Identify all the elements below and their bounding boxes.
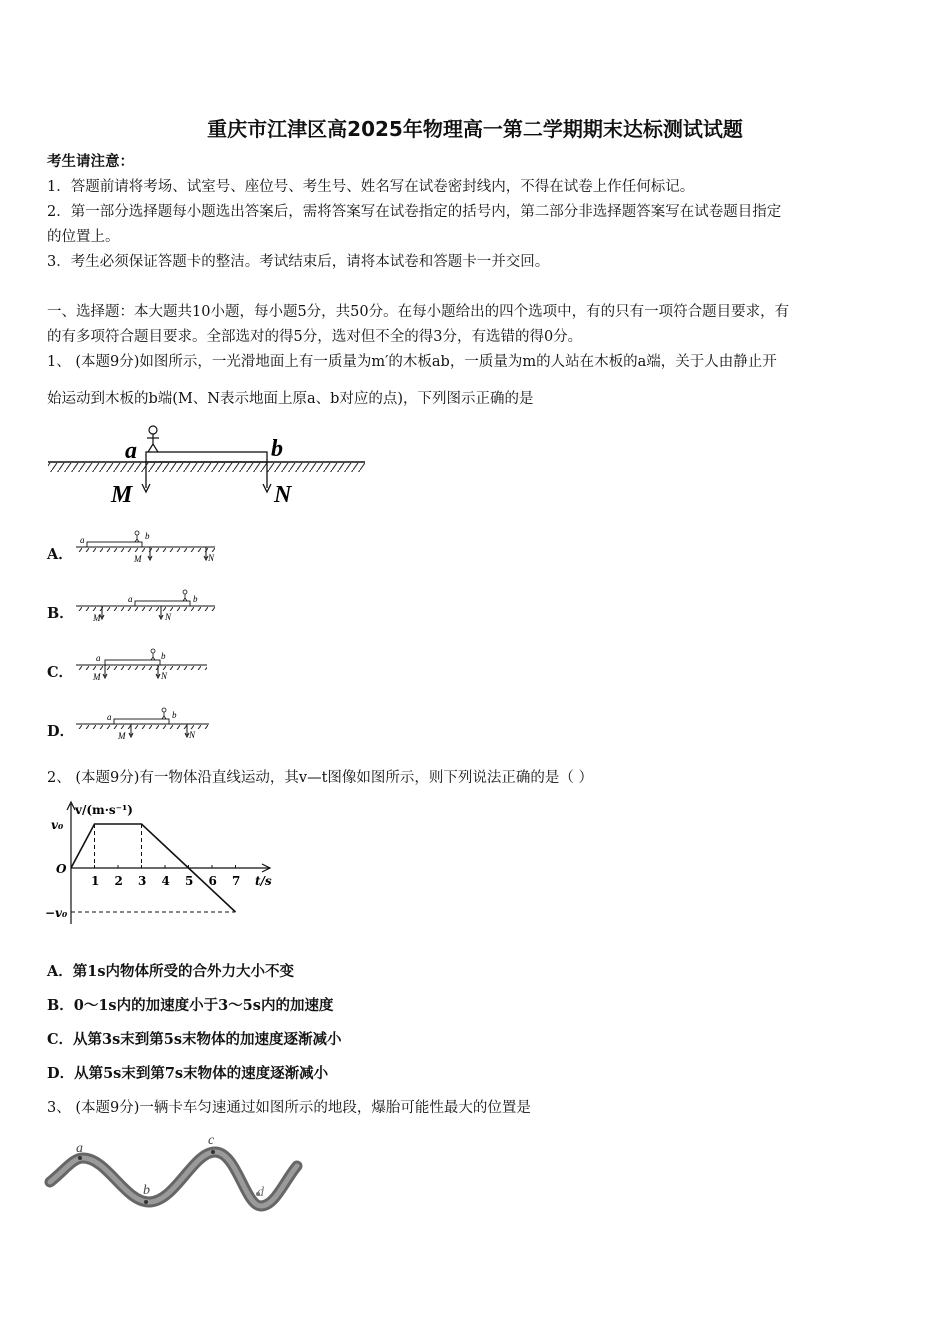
label-a: a [125,438,137,464]
svg-text:M: M [93,672,101,682]
q1-option-c-figure [75,646,225,682]
x-tick-label: 2 [114,874,123,888]
point-b [144,1200,148,1204]
label-d: d [257,1185,264,1200]
neg-v0-label: −v₀ [45,906,68,920]
q1-option-b-label[interactable]: B． [47,605,74,622]
q1-main-figure [45,420,375,510]
q1-option-a-label[interactable]: A． [47,546,73,563]
x-tick-label: 4 [161,874,170,888]
q1-option-d-figure [75,705,225,741]
svg-text:a: a [96,653,101,663]
q3-road-figure [45,1130,310,1220]
svg-text:N: N [165,612,172,622]
svg-text:M: M [118,731,126,741]
q1-option-d-label[interactable]: D． [47,723,75,740]
label-c: c [208,1133,215,1148]
x-tick-label: 3 [138,874,147,888]
notice-item: 的位置上。 [47,229,120,245]
point-c [211,1150,215,1154]
question-1-stem-cont: 始运动到木板的b端(M、N表示地面上原a、b对应的点)，下列图示正确的是 [47,391,534,407]
label-m: M [111,482,133,508]
q2-option-a[interactable]: A．第1s内物体所受的合外力大小不变 [47,963,295,980]
v0-label: v₀ [51,818,64,832]
question-1-stem: 1、 (本题9分)如图所示，一光滑地面上有一质量为m′的木板ab，一质量为m的人站在木板的a端，关于人由静止开 [47,354,777,370]
x-tick-label: 6 [208,874,217,888]
label-b: b [271,436,283,462]
notice-item: 3．考生必须保证答题卡的整洁。考试结束后，请将本试卷和答题卡一并交回。 [47,254,550,270]
question-3-stem: 3、 (本题9分)一辆卡车匀速通过如图所示的地段，爆胎可能性最大的位置是 [47,1100,531,1116]
point-a [78,1156,82,1160]
ground-hatch [48,463,365,472]
q1-option-a-figure [75,528,225,564]
svg-text:N: N [189,730,196,740]
y-axis-label: v/(m·s⁻¹) [75,803,133,817]
person-icon [147,426,159,452]
x-tick-label: 1 [91,874,100,888]
label-a: a [76,1141,83,1156]
notice-item: 2．第一部分选择题每小题选出答案后，需将答案写在试卷指定的括号内，第二部分非选择题答案写在试卷题目指定 [47,204,782,220]
svg-text:N: N [208,553,215,563]
label-n: N [274,482,292,508]
q1-option-b-figure [75,587,225,623]
label-b: b [143,1183,150,1198]
board-ab [146,452,267,462]
q2-option-b[interactable]: B．0～1s内的加速度小于3～5s内的加速度 [47,997,334,1014]
svg-text:b: b [161,651,166,661]
svg-text:N: N [161,671,168,681]
notice-item: 1．答题前请将考场、试室号、座位号、考生号、姓名写在试卷密封线内，不得在试卷上作任何标记。 [47,179,695,195]
svg-text:a: a [107,712,112,722]
section-intro-line: 的有多项符合题目要求。全部选对的得5分，选对但不全的得3分，有选错的得0分。 [47,329,583,345]
page-title: 重庆市江津区高2025年物理高一第二学期期末达标测试试题 [207,117,743,141]
svg-text:b: b [145,531,150,541]
q1-option-c-label[interactable]: C． [47,664,74,681]
x-tick-label: 7 [232,874,241,888]
q2-option-c[interactable]: C．从第3s末到第5s末物体的加速度逐渐减小 [47,1031,342,1048]
svg-text:b: b [172,710,177,720]
x-tick-label: 5 [185,874,194,888]
svg-text:a: a [128,594,133,604]
svg-text:M: M [134,554,142,564]
x-axis-label: t/s [255,874,272,888]
svg-text:b: b [193,594,198,604]
q2-option-d[interactable]: D．从第5s末到第7s末物体的速度逐渐减小 [47,1065,329,1082]
svg-text:M: M [93,613,101,623]
origin-label: O [56,862,67,876]
svg-text:a: a [80,535,85,545]
q2-vt-graph [45,800,285,930]
section-intro-line: 一、选择题：本大题共10小题，每小题5分，共50分。在每小题给出的四个选项中，有的只有一项符合题目要求，有 [47,304,790,320]
notice-heading: 考生请注意： [47,153,134,170]
question-2-stem: 2、 (本题9分)有一物体沿直线运动，其v—t图像如图所示，则下列说法正确的是（ ） [47,770,593,786]
